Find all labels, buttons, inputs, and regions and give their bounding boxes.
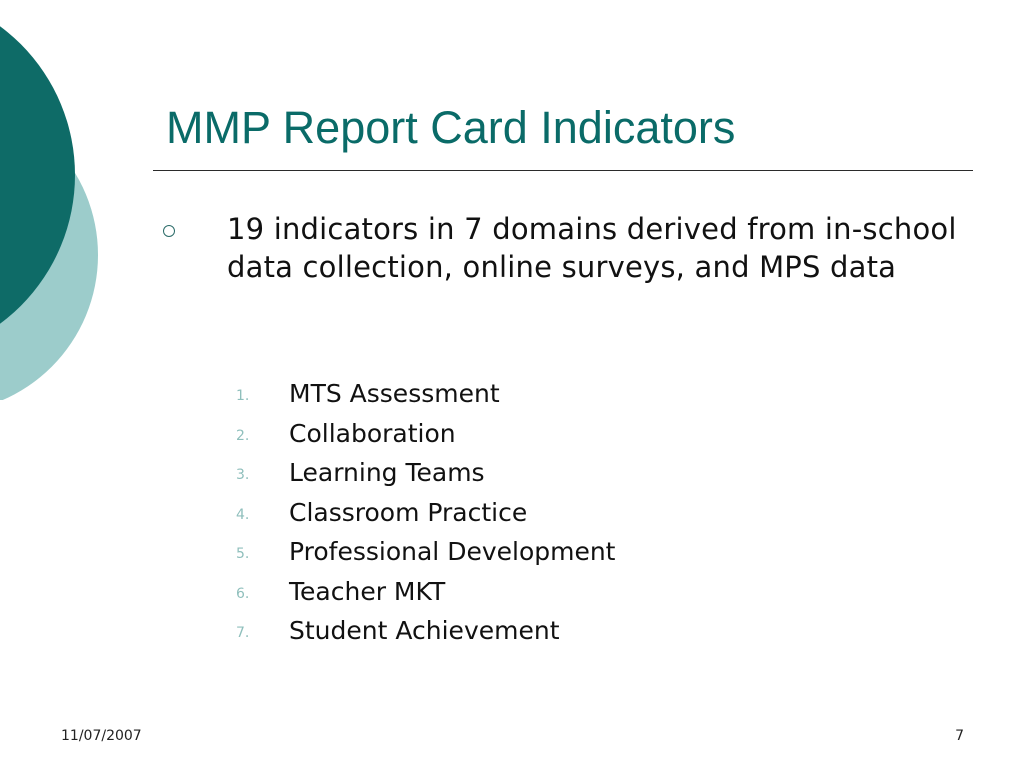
slide-title: MMP Report Card Indicators (166, 102, 736, 153)
title-divider (153, 170, 973, 171)
list-item-number: 3. (236, 467, 250, 483)
list-item-number: 2. (236, 427, 250, 444)
decorative-circles (0, 0, 110, 400)
list-item-label: Collaboration (289, 418, 456, 448)
list-item-label: MTS Assessment (289, 379, 500, 408)
list-item-number: 1. (236, 388, 250, 404)
main-bullet-text: 19 indicators in 7 domains derived from in-school data collection, online surveys, and MPS data (227, 212, 957, 284)
list-item-label: Learning Teams (289, 458, 485, 487)
list-item-number: 4. (236, 506, 250, 523)
list-item-number: 6. (236, 585, 250, 602)
list-item-label: Student Achievement (289, 616, 560, 645)
footer-date: 11/07/2007 (61, 728, 142, 744)
list-item-label: Teacher MKT (289, 576, 446, 606)
list-item-label: Classroom Practice (289, 497, 528, 527)
hollow-circle-bullet-icon (163, 225, 175, 237)
list-item-number: 5. (236, 546, 250, 562)
list-item-label: Professional Development (289, 537, 616, 566)
slide-number: 7 (955, 728, 964, 744)
list-item-number: 7. (236, 625, 250, 641)
